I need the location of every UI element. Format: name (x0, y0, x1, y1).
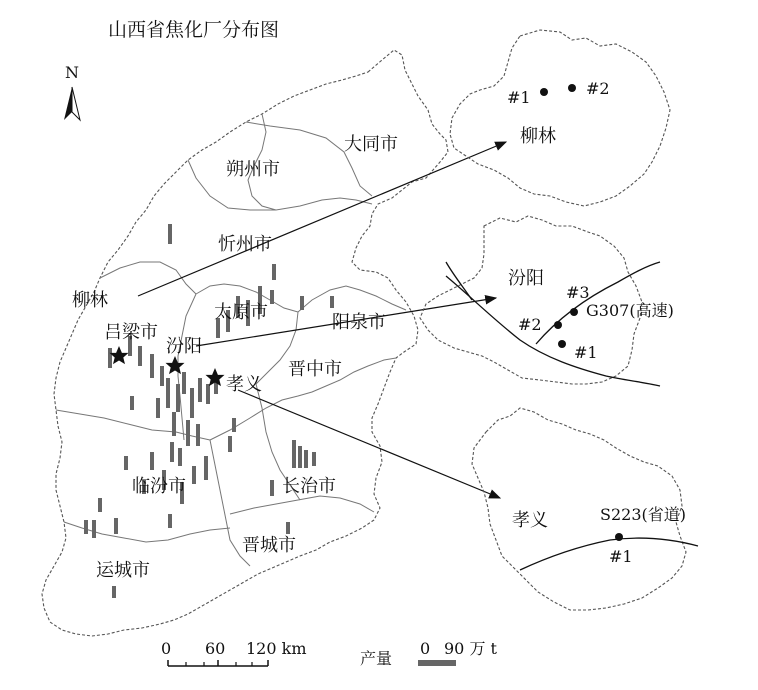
plant-label: #2 (518, 315, 542, 334)
city-label-xinzhou: 忻州市 (218, 234, 272, 255)
plant-label: #1 (609, 547, 633, 566)
city-label-yangquan: 阳泉市 (332, 312, 386, 333)
plant-label: #3 (566, 283, 590, 302)
arrow-to-xiaoyi (238, 390, 500, 498)
plant-label: #1 (574, 343, 598, 362)
city-label-linfen: 临汾市 (132, 476, 186, 497)
inset-xiaoyi (472, 408, 698, 610)
star-icon (110, 346, 129, 364)
plant-dot (570, 308, 578, 316)
city-label-datong: 大同市 (344, 134, 398, 155)
inset-title-xiaoyi: 孝义 (512, 510, 548, 531)
city-label-shuozhou: 朔州市 (226, 159, 280, 180)
city-label-yuncheng: 运城市 (96, 560, 150, 581)
plant-label: #1 (507, 88, 531, 107)
north-label: N (65, 63, 79, 82)
scale-label-60: 60 (205, 639, 226, 658)
site-label-xiaoyi: 孝义 (226, 374, 262, 395)
inset-fenyang (420, 216, 674, 386)
plant-dot (615, 533, 623, 541)
legend-bar (418, 660, 456, 666)
legend-min: 0 (420, 639, 431, 658)
city-label-taiyuan: 太原市 (214, 302, 268, 323)
inset-title-liulin: 柳林 (520, 126, 556, 147)
inset-liulin (450, 30, 670, 206)
north-arrow-icon (64, 63, 80, 120)
scale-bar (161, 639, 307, 666)
site-label-fenyang: 汾阳 (166, 336, 202, 357)
plant-dot (540, 88, 548, 96)
city-label-jincheng: 晋城市 (242, 535, 296, 556)
map-title: 山西省焦化厂分布图 (108, 19, 280, 41)
plant-dot (568, 84, 576, 92)
road-g307 (446, 276, 660, 386)
city-label-lvliang: 吕梁市 (104, 322, 158, 343)
road-label-g307: G307(高速) (586, 301, 674, 320)
plant-dot (554, 321, 562, 329)
legend-max: 90 万 t (444, 639, 497, 658)
scale-label-120: 120 km (246, 639, 307, 658)
scale-label-0: 0 (161, 639, 172, 658)
star-icon (166, 356, 185, 374)
inset-title-fenyang: 汾阳 (508, 268, 544, 289)
site-label-liulin: 柳林 (72, 290, 108, 311)
production-bars (84, 224, 334, 598)
city-label-jinzhong: 晋中市 (288, 359, 342, 380)
road-label-s223: S223(省道) (600, 505, 686, 524)
production-legend (360, 639, 498, 668)
plant-dot (558, 340, 566, 348)
plant-label: #2 (586, 79, 610, 98)
city-label-changzhi: 长治市 (282, 476, 336, 497)
arrow-to-liulin (138, 142, 506, 296)
legend-label: 产量 (360, 649, 393, 668)
